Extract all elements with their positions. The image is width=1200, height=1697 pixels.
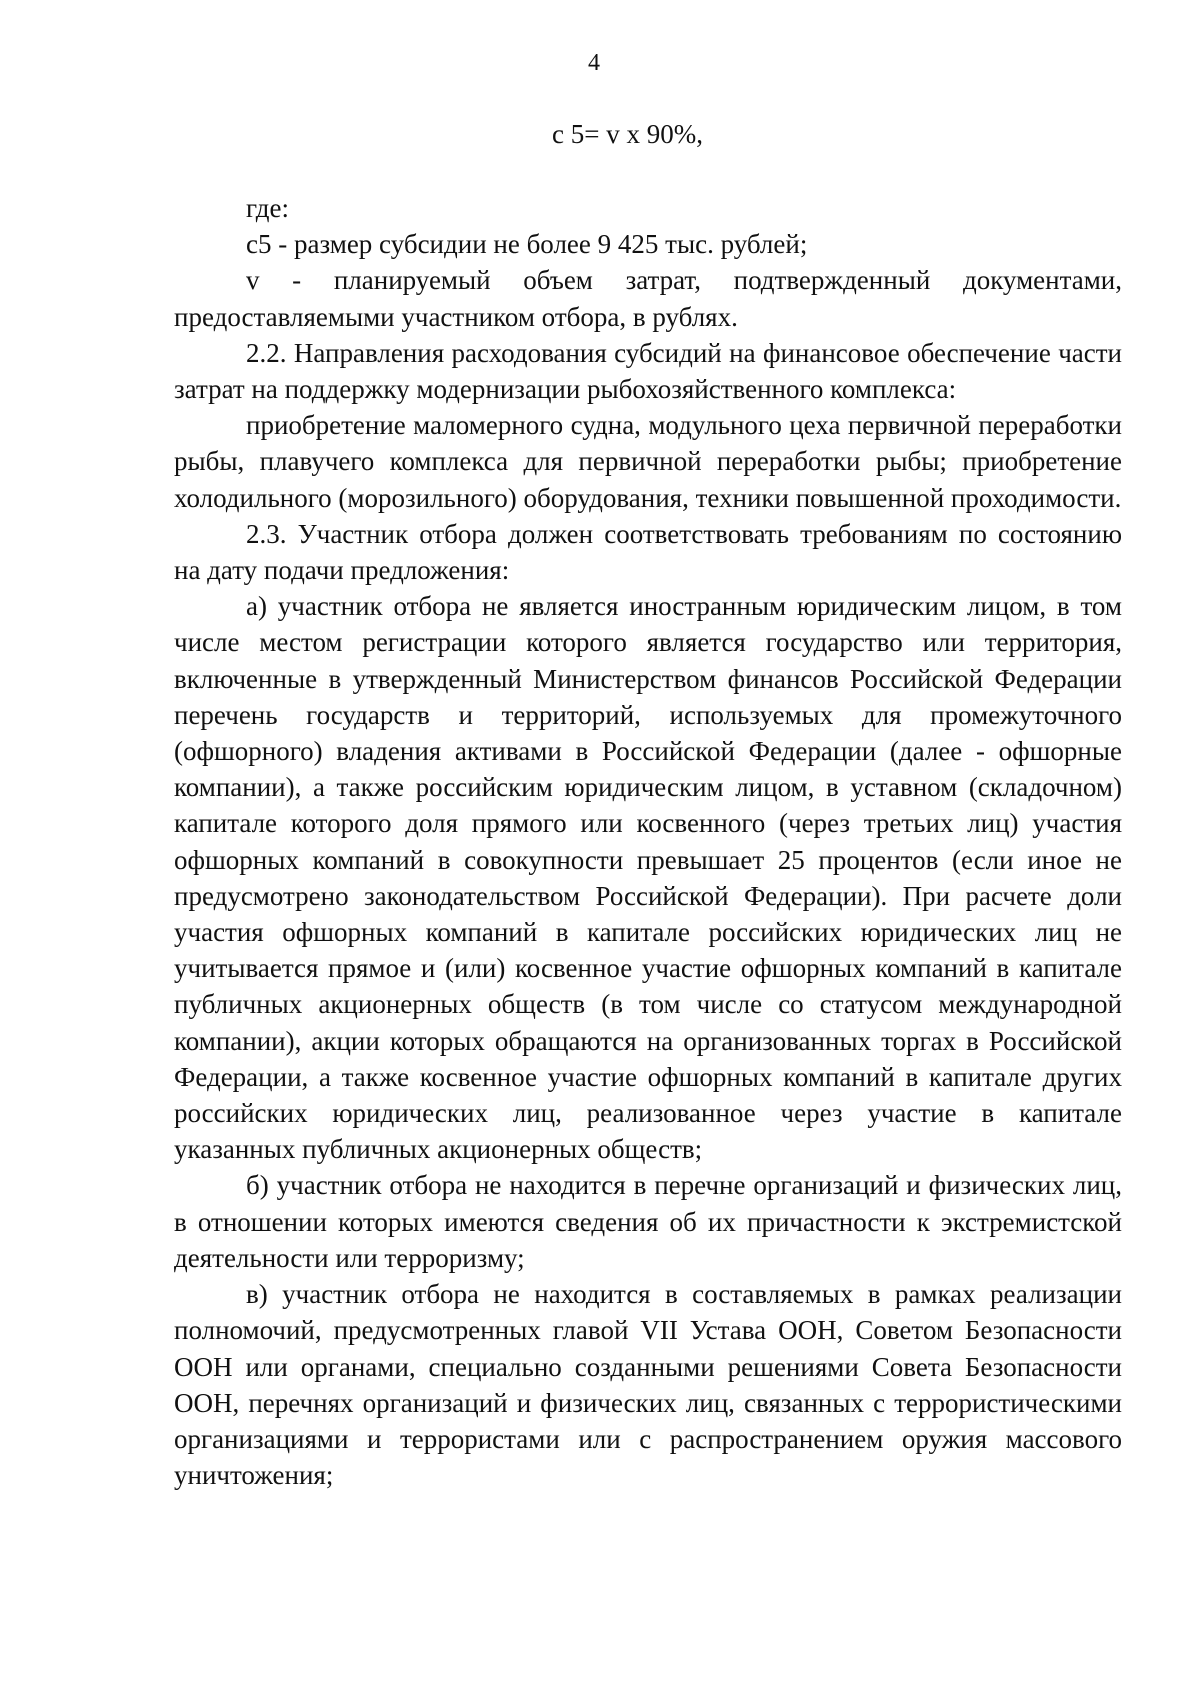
paragraph-2-3: 2.3. Участник отбора должен соответствовать требованиям по состоянию на дату подачи предложения:	[174, 518, 1122, 586]
paragraph-requirement-a: а) участник отбора не является иностранным юридическим лицом, в том числе местом регистрации которого является государство или территория, включенные в утвержденный Министерством финансов Российской Федерации перечень государств и территорий, используемых для промежуточного (офшорного) владения активами в Российской Федерации (далее - офшорные компании), а также российским юридическим лицом, в уставном (складочном) капитале которого доля прямого или косвенного (через третьих лиц) участия офшорных компаний в совокупности превышает 25 процентов (если иное не предусмотрено законодательством Российской Федерации). При расчете доли участия офшорных компаний в капитале российских юридических лиц не учитывается прямое и (или) косвенное участие офшорных компаний в капитале публичных акционерных обществ (в том числе со статусом международной компании), акции которых обращаются на организованных торгах в Российской Федерации, а также косвенное участие офшорных компаний в капитале других российских юридических лиц, реализованное через участие в капитале указанных публичных акционерных обществ;	[174, 591, 1122, 1165]
paragraph-requirement-b: б) участник отбора не находится в перечне организаций и физических лиц, в отношении которых имеются сведения об их причастности к экстремистской деятельности или терроризму;	[174, 1170, 1122, 1273]
document-body	[174, 190, 1122, 1493]
paragraph-where: где:	[246, 193, 289, 223]
paragraph-requirement-v: в) участник отбора не находится в составляемых в рамках реализации полномочий, предусмотренных главой VII Устава ООН, Советом Безопасности ООН или органами, специально созданными решениями Совета Безопасности ООН, перечнях организаций и физических лиц, связанных с террористическими организациями и террористами или с распространением оружия массового уничтожения;	[174, 1279, 1122, 1491]
subsidy-formula: c 5= v x 90%,	[552, 119, 703, 149]
page-number: 4	[588, 50, 600, 76]
paragraph-c5-definition: c5 - размер субсидии не более 9 425 тыс. рублей;	[246, 229, 808, 260]
paragraph-2-2-items: приобретение маломерного судна, модульного цеха первичной переработки рыбы, плавучего комплекса для первичной переработки рыбы; приобретение холодильного (морозильного) оборудования, техники повышенной проходимости.	[174, 410, 1122, 513]
paragraph-v-definition: v - планируемый объем затрат, подтвержденный документами, предоставляемыми участником отбора, в рублях.	[174, 265, 1122, 332]
paragraph-2-2: 2.2. Направления расходования субсидий на финансовое обеспечение части затрат на поддержку модернизации рыбохозяйственного комплекса:	[174, 337, 1122, 405]
